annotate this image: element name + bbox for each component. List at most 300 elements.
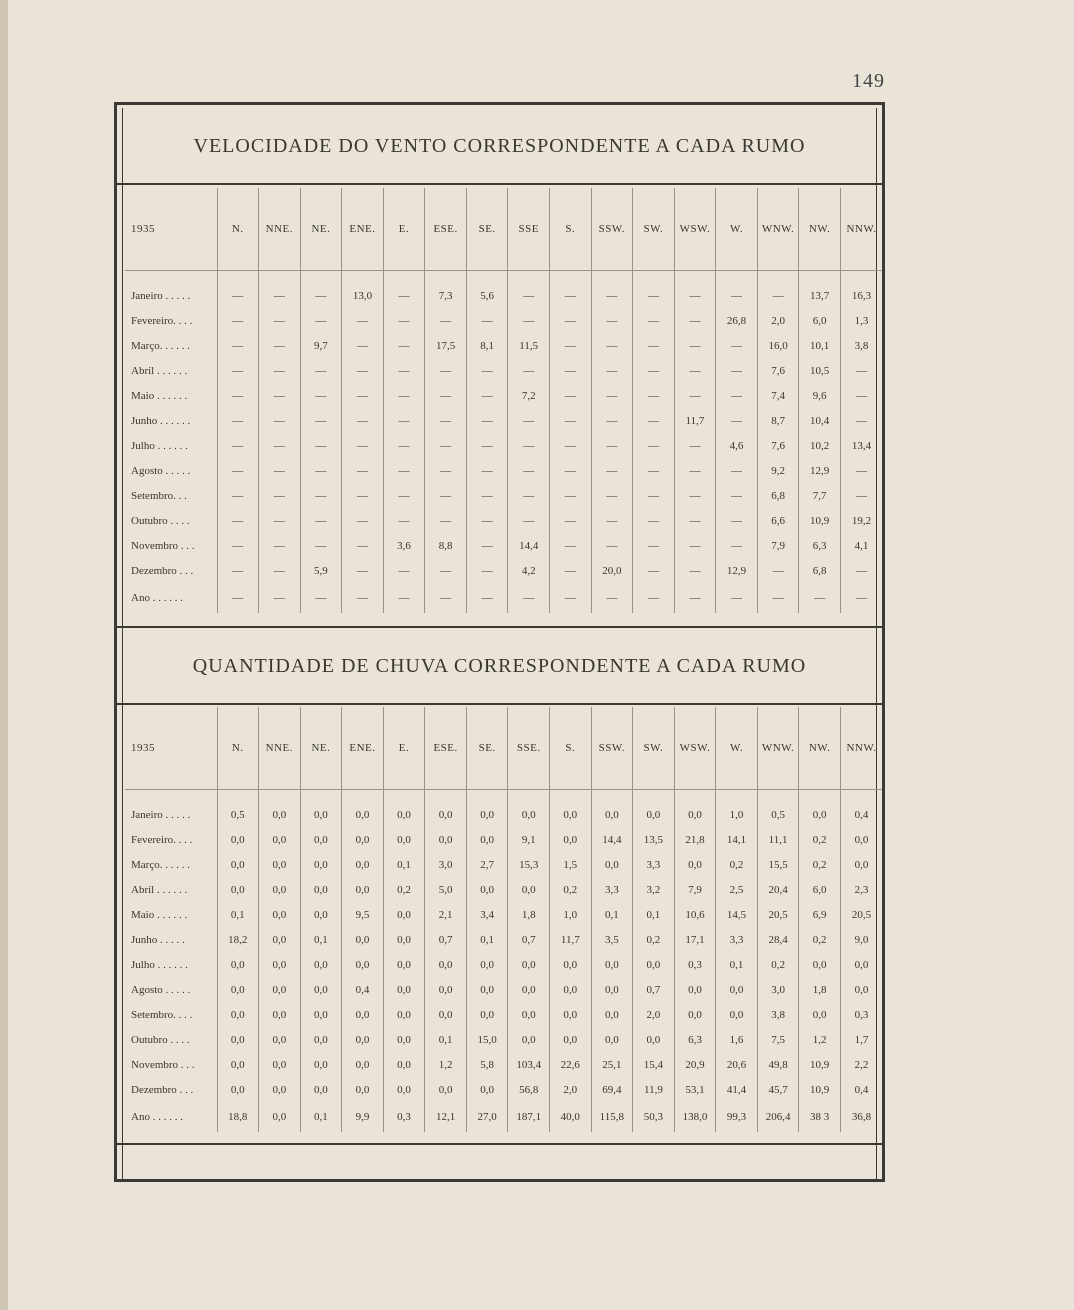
table-cell: — (550, 308, 592, 333)
table-cell: 7,6 (757, 433, 799, 458)
table-cell: 3,6 (383, 533, 425, 558)
table-cell: 4,6 (716, 433, 758, 458)
spacer-cell (125, 790, 217, 803)
table-cell: — (591, 508, 633, 533)
table-row (125, 852, 882, 877)
table-cell: — (217, 433, 259, 458)
spacer-cell (633, 271, 675, 284)
table-cell: 3,0 (757, 977, 799, 1002)
table-cell: 7,4 (757, 383, 799, 408)
table-cell: 25,1 (591, 1052, 633, 1077)
table-cell: — (674, 508, 716, 533)
spacer-cell (550, 790, 592, 803)
table-cell: 0,0 (259, 952, 301, 977)
table-cell: 0,0 (259, 1027, 301, 1052)
table-row (125, 877, 882, 902)
table-cell: — (425, 508, 467, 533)
header-row (125, 188, 882, 271)
table-cell: 69,4 (591, 1077, 633, 1102)
table-cell: — (217, 458, 259, 483)
table-cell: 2,3 (840, 877, 882, 902)
table-cell: 3,0 (425, 852, 467, 877)
spacer-cell (591, 790, 633, 803)
spacer-cell (342, 271, 384, 284)
table-cell: — (674, 458, 716, 483)
table-cell: — (300, 283, 342, 308)
table-cell: 138,0 (674, 1102, 716, 1132)
table-cell: 20,6 (716, 1052, 758, 1077)
table-cell: — (508, 458, 550, 483)
year-cell: 1935 (125, 707, 217, 790)
column-header: SSE. (508, 707, 550, 790)
row-label: Novembro . . . (131, 539, 195, 552)
table-cell: 6,0 (799, 308, 841, 333)
table-cell: — (633, 558, 675, 583)
table-cell: 2,0 (550, 1077, 592, 1102)
table-cell: 0,0 (300, 977, 342, 1002)
table-cell: 0,0 (633, 1027, 675, 1052)
table-cell: 10,4 (799, 408, 841, 433)
table-cell: 49,8 (757, 1052, 799, 1077)
table-cell: — (591, 283, 633, 308)
table-cell: — (217, 283, 259, 308)
table-cell: — (633, 433, 675, 458)
column-header: S. (550, 707, 592, 790)
table-cell: 3,8 (757, 1002, 799, 1027)
table-row (125, 333, 882, 358)
table-cell: 0,0 (674, 1002, 716, 1027)
table-cell: 9,9 (342, 1102, 384, 1132)
section2-title-rule (117, 703, 882, 705)
row-label: Ano . . . . . . (131, 592, 183, 604)
column-header: S. (550, 188, 592, 271)
table-cell: — (591, 483, 633, 508)
table-cell: 4,1 (840, 533, 882, 558)
row-label: Outubro . . . . (131, 514, 190, 527)
table-cell: 26,8 (716, 308, 758, 333)
table-cell: — (383, 358, 425, 383)
table-cell: — (508, 408, 550, 433)
spacer-cell (425, 790, 467, 803)
table-cell: — (259, 408, 301, 433)
table-cell: 0,0 (259, 802, 301, 827)
table-cell: — (757, 283, 799, 308)
table-cell: — (591, 358, 633, 383)
table-cell: — (259, 558, 301, 583)
table-cell: 7,6 (757, 358, 799, 383)
table-cell: 0,0 (508, 1027, 550, 1052)
header-row (125, 707, 882, 790)
table-cell: 0,0 (217, 1002, 259, 1027)
table-cell: 36,8 (840, 1102, 882, 1132)
spacer-cell (840, 271, 882, 284)
table-cell: 8,7 (757, 408, 799, 433)
table-cell: — (259, 458, 301, 483)
table-cell: 0,4 (840, 802, 882, 827)
table-cell: 8,8 (425, 533, 467, 558)
table-cell: — (466, 358, 508, 383)
table-cell: 6,0 (799, 877, 841, 902)
table-cell: 0,0 (716, 977, 758, 1002)
table-cell: 0,0 (342, 952, 384, 977)
table-cell: 1,8 (799, 977, 841, 1002)
table-cell: 0,0 (300, 902, 342, 927)
table-row (125, 977, 882, 1002)
page-edge (0, 0, 8, 1310)
spacer-cell (259, 790, 301, 803)
table-cell: — (550, 583, 592, 613)
table-cell: 0,0 (550, 1027, 592, 1052)
column-header: N. (217, 188, 259, 271)
table-cell: 53,1 (674, 1077, 716, 1102)
table-cell: — (716, 358, 758, 383)
table-cell: — (840, 408, 882, 433)
table-cell: 0,2 (799, 827, 841, 852)
table-cell: — (591, 308, 633, 333)
table-cell: 14,4 (508, 533, 550, 558)
table-cell: 0,0 (342, 852, 384, 877)
spacer-cell (674, 790, 716, 803)
table-cell: — (757, 558, 799, 583)
table-cell: 0,0 (674, 852, 716, 877)
table-cell: — (633, 483, 675, 508)
rainfall-table (125, 707, 882, 1132)
table-cell: 18,8 (217, 1102, 259, 1132)
bottom-rule (117, 1143, 882, 1145)
table-cell: 103,4 (508, 1052, 550, 1077)
table-cell: 0,0 (300, 802, 342, 827)
table-cell: 0,0 (425, 977, 467, 1002)
table-row (125, 308, 882, 333)
table-cell: 2,0 (757, 308, 799, 333)
table-cell: 0,3 (840, 1002, 882, 1027)
table-cell: 0,0 (383, 802, 425, 827)
table-cell: — (466, 433, 508, 458)
spacer-cell (466, 790, 508, 803)
table-cell: 9,7 (300, 333, 342, 358)
table-cell: 0,0 (799, 802, 841, 827)
table-cell: — (300, 533, 342, 558)
table-cell: 0,0 (383, 927, 425, 952)
table-cell: — (674, 333, 716, 358)
table-cell: 10,9 (799, 1052, 841, 1077)
table-cell: — (425, 308, 467, 333)
table-cell: 0,0 (383, 1077, 425, 1102)
table-cell: 7,9 (757, 533, 799, 558)
table-row (125, 433, 882, 458)
table-cell: — (840, 583, 882, 613)
table-cell: — (217, 333, 259, 358)
table-cell: — (342, 458, 384, 483)
table-cell: 0,0 (591, 952, 633, 977)
table-cell: 13,5 (633, 827, 675, 852)
spacer-cell (342, 790, 384, 803)
column-header: ENE. (342, 188, 384, 271)
table-cell: 0,0 (799, 1002, 841, 1027)
table-cell: — (383, 333, 425, 358)
table-cell: 0,0 (217, 852, 259, 877)
spacer-cell (757, 271, 799, 284)
table-cell: — (716, 583, 758, 613)
wind-speed-table (125, 188, 882, 613)
table-cell: 0,0 (840, 827, 882, 852)
column-header: ENE. (342, 707, 384, 790)
table-cell: 28,4 (757, 927, 799, 952)
table-cell: 0,5 (757, 802, 799, 827)
table-cell: 9,1 (508, 827, 550, 852)
year-cell: 1935 (125, 188, 217, 271)
table-cell: — (550, 483, 592, 508)
table-cell: — (840, 483, 882, 508)
table-cell: — (591, 458, 633, 483)
table-cell: 0,0 (300, 877, 342, 902)
table-cell: — (383, 558, 425, 583)
spacer-cell (799, 790, 841, 803)
table-frame (114, 102, 885, 1182)
table-cell: 0,0 (259, 977, 301, 1002)
table-cell: 16,0 (757, 333, 799, 358)
table-cell: 0,2 (633, 927, 675, 952)
table-cell: 9,0 (840, 927, 882, 952)
table-cell: — (633, 508, 675, 533)
column-header: WSW. (674, 188, 716, 271)
table-cell: 6,3 (799, 533, 841, 558)
table-cell: — (300, 483, 342, 508)
table-cell: — (342, 583, 384, 613)
table-cell: — (633, 308, 675, 333)
table-cell: — (633, 583, 675, 613)
table-cell: 7,7 (799, 483, 841, 508)
table-row (125, 1052, 882, 1077)
table-cell: — (383, 283, 425, 308)
table-cell: — (466, 483, 508, 508)
table-cell: 0,0 (259, 1002, 301, 1027)
table-cell: — (674, 483, 716, 508)
table-cell: 6,6 (757, 508, 799, 533)
table-cell: — (300, 408, 342, 433)
table-cell: 0,0 (259, 1077, 301, 1102)
table-cell: 0,1 (633, 902, 675, 927)
table-cell: 0,0 (383, 1027, 425, 1052)
column-header: W. (716, 707, 758, 790)
row-label: Outubro . . . . (131, 1033, 190, 1046)
table-cell: — (550, 508, 592, 533)
table-cell: 1,8 (508, 902, 550, 927)
table-cell: — (633, 283, 675, 308)
spacer-cell (466, 271, 508, 284)
table-cell: 0,0 (840, 977, 882, 1002)
table-cell: — (674, 533, 716, 558)
table-cell: — (550, 383, 592, 408)
row-label: Abril . . . . . . (131, 364, 188, 377)
table-cell: 3,5 (591, 927, 633, 952)
table-cell: — (425, 358, 467, 383)
table-cell: 15,4 (633, 1052, 675, 1077)
column-header: NNW. (840, 188, 882, 271)
table-cell: — (716, 458, 758, 483)
table-cell: 18,2 (217, 927, 259, 952)
table-cell: 0,0 (383, 902, 425, 927)
table-cell: 0,0 (259, 877, 301, 902)
row-label: Setembro. . . . (131, 1008, 193, 1021)
row-label: Agosto . . . . . (131, 464, 191, 477)
table-cell: — (716, 283, 758, 308)
table-cell: 0,2 (383, 877, 425, 902)
table-cell: — (259, 583, 301, 613)
column-header: WNW. (757, 188, 799, 271)
table-cell: 0,0 (300, 827, 342, 852)
page-number: 149 (852, 70, 885, 92)
table-cell: 0,0 (217, 977, 259, 1002)
table-cell: — (508, 483, 550, 508)
table-row (125, 483, 882, 508)
column-header: E. (383, 707, 425, 790)
column-header: W. (716, 188, 758, 271)
table-cell: 0,0 (259, 1102, 301, 1132)
table-cell: — (591, 583, 633, 613)
table-cell: — (674, 433, 716, 458)
table-row (125, 827, 882, 852)
table-cell: 5,0 (425, 877, 467, 902)
table-cell: 0,0 (716, 1002, 758, 1027)
column-header: NE. (300, 188, 342, 271)
table-cell: 4,2 (508, 558, 550, 583)
table-cell: 5,6 (466, 283, 508, 308)
table-cell: — (550, 358, 592, 383)
table-cell: 0,0 (342, 1052, 384, 1077)
table-cell: — (259, 508, 301, 533)
table-cell: — (383, 408, 425, 433)
table-cell: 0,0 (674, 977, 716, 1002)
table-cell: 7,2 (508, 383, 550, 408)
table-cell: 2,7 (466, 852, 508, 877)
table-cell: 0,0 (840, 952, 882, 977)
table-cell: 0,0 (840, 852, 882, 877)
table-cell: — (591, 383, 633, 408)
spacer-cell (840, 790, 882, 803)
table-cell: — (508, 358, 550, 383)
table-cell: 10,2 (799, 433, 841, 458)
table-row (125, 533, 882, 558)
table-cell: 16,3 (840, 283, 882, 308)
table-cell: — (466, 508, 508, 533)
table-cell: 7,5 (757, 1027, 799, 1052)
table-cell: 187,1 (508, 1102, 550, 1132)
table-cell: 10,1 (799, 333, 841, 358)
table-cell: — (342, 408, 384, 433)
row-label: Dezembro . . . (131, 1083, 194, 1096)
table-cell: 0,0 (383, 977, 425, 1002)
table-cell: 0,0 (425, 1077, 467, 1102)
table-cell: 11,7 (550, 927, 592, 952)
section2-title: QUANTIDADE DE CHUVA CORRESPONDENTE A CADA RUMO (192, 655, 807, 677)
table-cell: 0,0 (674, 802, 716, 827)
table-cell: 0,4 (840, 1077, 882, 1102)
table-cell: — (383, 483, 425, 508)
table-row (125, 383, 882, 408)
table-cell: — (674, 358, 716, 383)
table-cell: 0,0 (217, 1027, 259, 1052)
table-cell: — (466, 408, 508, 433)
table-cell: 0,0 (259, 927, 301, 952)
row-label: Março. . . . . . (131, 339, 190, 352)
table-cell: 206,4 (757, 1102, 799, 1132)
table-cell: 10,9 (799, 508, 841, 533)
spacer-cell (799, 271, 841, 284)
table-cell: — (716, 533, 758, 558)
table-cell: — (342, 508, 384, 533)
column-header: ESE. (425, 188, 467, 271)
column-header: WSW. (674, 707, 716, 790)
table-cell: — (550, 458, 592, 483)
table-cell: 1,0 (716, 802, 758, 827)
table-cell: 0,3 (674, 952, 716, 977)
table-cell: — (674, 308, 716, 333)
table-cell: — (342, 433, 384, 458)
table-row (125, 508, 882, 533)
table-cell: — (259, 333, 301, 358)
table-cell: 0,0 (466, 802, 508, 827)
table-cell: 1,7 (840, 1027, 882, 1052)
table-cell: — (217, 583, 259, 613)
row-label: Janeiro . . . . . (131, 289, 191, 302)
table-cell: 0,0 (466, 952, 508, 977)
table-cell: 2,1 (425, 902, 467, 927)
table-cell: — (633, 383, 675, 408)
table-row (125, 358, 882, 383)
table-cell: — (591, 433, 633, 458)
table-cell: — (342, 558, 384, 583)
table-cell: 0,0 (342, 802, 384, 827)
column-header: NW. (799, 707, 841, 790)
spacer-cell (217, 271, 259, 284)
table-cell: — (466, 533, 508, 558)
table-row (125, 1027, 882, 1052)
table-cell: 0,0 (425, 827, 467, 852)
spacer-cell (300, 271, 342, 284)
table-cell: 0,0 (799, 952, 841, 977)
table-cell: 1,2 (425, 1052, 467, 1077)
table-cell: — (259, 533, 301, 558)
column-header: NE. (300, 707, 342, 790)
spacer-cell (633, 790, 675, 803)
table-cell: 20,0 (591, 558, 633, 583)
table-cell: 0,0 (425, 1002, 467, 1027)
table-cell: 11,5 (508, 333, 550, 358)
table-cell: 12,1 (425, 1102, 467, 1132)
table-cell: 0,0 (217, 827, 259, 852)
table-cell: 0,0 (591, 852, 633, 877)
column-header: SSW. (591, 707, 633, 790)
table-cell: — (716, 383, 758, 408)
spacer-cell (259, 271, 301, 284)
table-cell: — (425, 383, 467, 408)
table-cell: 0,7 (508, 927, 550, 952)
table-cell: — (342, 483, 384, 508)
table-cell: 0,0 (259, 1052, 301, 1077)
table-cell: 2,2 (840, 1052, 882, 1077)
table-row (125, 902, 882, 927)
spacer-row (125, 790, 882, 803)
table-cell: 0,0 (383, 827, 425, 852)
table-cell: — (633, 408, 675, 433)
table-cell: 6,8 (799, 558, 841, 583)
row-label: Maio . . . . . . (131, 908, 188, 921)
table-cell: — (674, 583, 716, 613)
table-cell: — (383, 383, 425, 408)
table-cell: — (674, 383, 716, 408)
spacer-cell (383, 790, 425, 803)
